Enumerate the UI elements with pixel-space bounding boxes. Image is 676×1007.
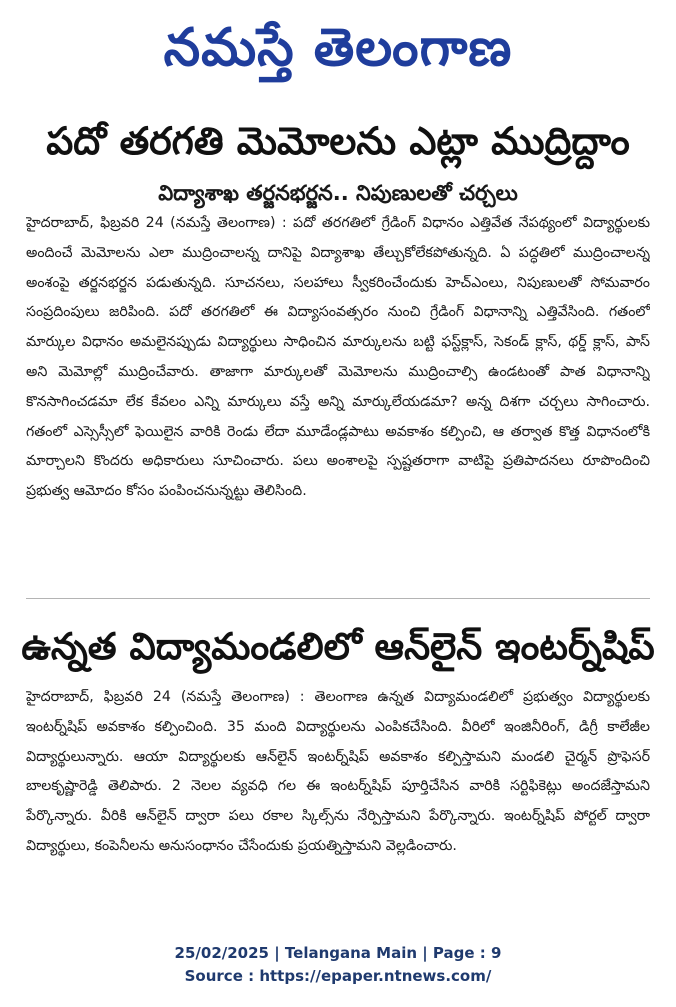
article-1-headline: పదో తరగతి మెమోలను ఎట్లా ముద్రిద్దాం	[46, 119, 630, 163]
article-1-body-text: హైదరాబాద్, ఫిబ్రవరి 24 (నమస్తే తెలంగాణ) : పదో తరగతిలో గ్రేడింగ్ విధానం ఎత్తివేత నేపథ్యంలో విద్యార్థులకు అందించే మెమోలను ఎలా ముద్రించాలన్న దానిపై విద్యాశాఖ తేల్చుకోలేకపోతున్నది. ఏ పద్ధతిలో ముద్రించాలన్న అంశంపై తర్జనభర్జన పడుతున్నది. సూచనలు, సలహాలు స్వీకరించేందుకు హెచ్ఎంలు, నిపుణులతో సోమవారం సంప్రదింపులు జరిపింది. పదో తరగతిలో ఈ విద్యాసంవత్సరం నుంచి గ్రేడింగ్ విధానాన్ని ఎత్తివేసింది. గతంలో మార్కుల విధానం అమలైనప్పుడు విద్యార్థులు సాధించిన మార్కులను బట్టి ఫస్ట్‌క్లాస్, సెకండ్ క్లాస్, థర్డ్ క్లాస్, పాస్ అని మెమోల్లో ముద్రించేవారు. తాజాగా మార్కులతో మెమోలను ముద్రించాల్సి ఉండటంతో పాత విధానాన్ని కొనసాగించడమా లేక కేవలం ఎన్ని మార్కులు వస్తే అన్ని మార్కులేయడమా? అన్న దిశగా చర్చలు సాగించారు. గతంలో ఎస్సెస్సీలో ఫెయిలైన వారికి రెండు లేదా మూడేండ్లపాటు అవకాశం కల్పించి, ఆ తర్వాత కొత్త విధానంలోకి మార్చాలని కొందరు అధికారులు సూచించారు. పలు అంశాలపై స్పష్టతరాగా వాటిపై ప్రతిపాదనలు రూపొందించి ప్రభుత్వ ఆమోదం కోసం పంపించనున్నట్టు తెలిసింది.	[26, 215, 650, 500]
footer-date-edition-page: 25/02/2025 | Telangana Main | Page : 9	[174, 944, 502, 962]
article-2-body-text: హైదరాబాద్, ఫిబ్రవరి 24 (నమస్తే తెలంగాణ) : తెలంగాణ ఉన్నత విద్యామండలిలో ప్రభుత్వం విద్యార్థులకు ఇంటర్న్‌షిప్ అవకాశం కల్పించింది. 35 మంది విద్యార్థులను ఎంపికచేసింది. వీరిలో ఇంజినీరింగ్, డిగ్రీ కాలేజీల విద్యార్థులున్నారు. ఆయా విద్యార్థులకు ఆన్‌లైన్ ఇంటర్న్‌షిప్ అవకాశం కల్పిస్తామని మండలి చైర్మన్ ప్రొఫెసర్ బాలకృష్ణారెడ్డి తెలిపారు. 2 నెలల వ్యవధి గల ఈ ఇంటర్న్‌షిప్ పూర్తిచేసిన వారికి సర్టిఫికెట్లు అందజేస్తామని పేర్కొన్నారు. వీరికి ఆన్‌లైన్ ద్వారా పలు రకాల స్కిల్స్‌ను నేర్పిస్తామని పేర్కొన్నారు. ఇంటర్న్‌షిప్ పోర్టల్ ద్వారా విద్యార్థులు, కంపెనీలను అనుసంధానం చేసేందుకు ప్రయత్నిస్తామని వెల్లడించారు.	[26, 689, 650, 854]
footer-source-link[interactable]: Source : https://epaper.ntnews.com/	[184, 967, 492, 985]
article-1-subheadline: విద్యాశాఖ తర్జనభర్జన.. నిపుణులతో చర్చలు	[158, 181, 518, 205]
newspaper-masthead-logo: నమస్తే తెలంగాణ	[163, 18, 513, 78]
article-2-headline: ఉన్నత విద్యామండలిలో ఆన్‌లైన్ ఇంటర్న్‌షిప్	[21, 625, 655, 668]
article-divider	[26, 598, 650, 599]
